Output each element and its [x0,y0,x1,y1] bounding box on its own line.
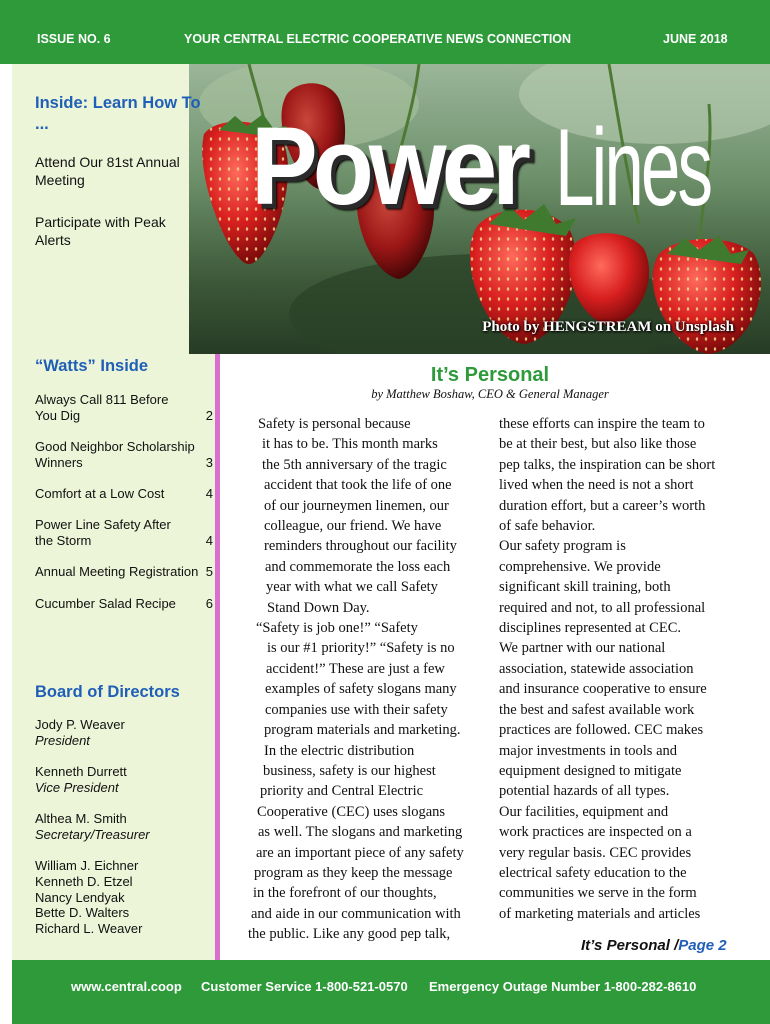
article-line: work practices are inspected on a [499,824,692,841]
article-line: Cooperative (CEC) uses slogans [257,803,446,820]
article-line: year with what we call Safety [266,579,438,596]
officer-name: Kenneth Durrett [35,764,127,779]
article-column-1 [248,414,486,945]
outage-phone: Emergency Outage Number 1-800-282-8610 [429,979,697,994]
officer-name: Althea M. Smith [35,811,127,826]
article-line: electrical safety education to the [499,864,687,881]
article-line: duration effort, but a career’s worth [499,497,706,514]
article-byline: by Matthew Boshaw, CEO & General Manager [371,387,609,401]
article-line: accident!” These are just a few [266,660,445,677]
customer-service-phone: Customer Service 1-800-521-0570 [201,979,408,994]
article-line: the 5th anniversary of the tragic [262,456,447,473]
footer-bar [12,960,770,1024]
article-line: pep talks, the inspiration can be short [499,456,716,473]
issue-number: ISSUE NO. 6 [37,32,111,46]
article-line: are an important piece of any safety [256,844,464,861]
masthead-lines-wordmark: Lines [555,107,711,230]
article-line: communities we serve in the form [499,885,697,902]
officer-role: Vice President [35,780,119,796]
toc-item [35,564,215,580]
article-line: We partner with our national [499,640,666,657]
continued-page-link[interactable]: Page 2 [678,937,727,954]
toc-item-page: 4 [205,533,213,549]
article-line: lived when the need is not a short [499,477,694,494]
toc-item-page: 5 [205,564,213,579]
board-member: Bette D. Walters [35,905,130,920]
toc-item-title: Good Neighbor Scholarship Winners [35,439,195,471]
article-line: companies use with their safety [265,701,448,718]
masthead-power-wordmark: Power [251,105,527,229]
toc-item [35,439,215,472]
inside-heading: Inside: Learn How To ... [35,94,201,133]
watts-inside-heading: “Watts” Inside [35,357,149,375]
article-line: the public. Like any good pep talk, [248,926,451,943]
continued-text: It’s Personal / [581,937,679,954]
article-line: is our #1 priority!” “Safety is no [267,640,455,657]
article-line: practices are followed. CEC makes [499,722,704,739]
board-member: Nancy Lendyak [35,890,125,905]
article-line: be at their best, but also like those [499,436,697,453]
issue-date: JUNE 2018 [663,32,728,46]
article-line: Our facilities, equipment and [499,803,669,820]
article-line: and insurance cooperative to ensure [499,681,707,698]
board-officer [35,717,125,750]
article-line: potential hazards of all types. [499,783,670,800]
article-line: major investments in tools and [499,742,678,759]
article-line: disciplines represented at CEC. [499,620,682,637]
board-member: Richard L. Weaver [35,921,143,936]
toc-item-page: 3 [205,455,213,471]
article-line: program materials and marketing. [264,722,461,739]
masthead-photo [189,64,770,354]
header-bar [0,0,770,64]
article-line: the best and safest available work [499,701,695,718]
board-heading: Board of Directors [35,683,180,701]
toc-item [35,486,215,502]
toc-item-title: Power Line Safety After the Storm [35,517,171,549]
article-line: colleague, our friend. We have [264,518,442,535]
website-link[interactable]: www.central.coop [71,979,182,994]
article-line: very regular basis. CEC provides [499,844,692,861]
article-line: program as they keep the message [254,864,453,881]
article-line: association, statewide association [499,660,694,677]
inside-item: Participate with Peak Alerts [35,214,166,248]
toc-item [35,596,215,612]
article-line: accident that took the life of one [264,477,452,494]
officer-role: President [35,733,90,749]
article-line: and commemorate the loss each [265,558,451,575]
article-line: of our journeymen linemen, our [264,497,449,514]
article-line: required and not, to all professional [499,599,706,616]
article-line: In the electric distribution [264,742,415,759]
toc-item [35,392,215,425]
article-line: significant skill training, both [499,579,671,596]
toc-item [35,517,215,550]
toc-item-page: 6 [205,596,213,611]
officer-role: Secretary/Treasurer [35,827,150,843]
article-line: comprehensive. We provide [499,558,661,575]
article-line: these efforts can inspire the team to [499,416,705,432]
board-member: Kenneth D. Etzel [35,874,133,889]
article-line: equipment designed to mitigate [499,762,682,779]
article-line: priority and Central Electric [260,783,424,800]
toc-item-page: 2 [205,408,213,424]
header-tagline: YOUR CENTRAL ELECTRIC COOPERATIVE NEWS CONNECTION [184,32,572,46]
article-column-2 [499,414,739,924]
board-officer [35,764,127,797]
board-member: William J. Eichner [35,858,139,873]
article-line: Stand Down Day. [267,599,370,616]
toc-item-title: Always Call 811 Before You Dig [35,392,169,424]
continued-line [581,937,727,954]
article-line: examples of safety slogans many [265,681,457,698]
article-line: reminders throughout our facility [264,538,457,555]
article-line: of safe behavior. [499,518,596,535]
article-title: It’s Personal [430,364,550,386]
board-officer [35,811,150,844]
article-line: business, safety is our highest [263,762,436,779]
toc-item-title: Comfort at a Low Cost [35,486,165,501]
article-line: of marketing materials and articles [499,905,701,922]
officer-name: Jody P. Weaver [35,717,125,732]
article-line: Our safety program is [499,538,626,555]
toc-item-title: Annual Meeting Registration [35,564,199,579]
article-line: in the forefront of our thoughts, [253,885,437,902]
article-line: Safety is personal because [258,416,411,432]
article-line: it has to be. This month marks [262,436,438,453]
photo-credit: Photo by HENGSTREAM on Unsplash [482,319,734,335]
article-line: “Safety is job one!” “Safety [256,620,418,637]
article-line: and aide in our communication with [251,905,461,922]
inside-item: Attend Our 81st Annual Meeting [35,154,180,188]
toc-item-title: Cucumber Salad Recipe [35,596,176,611]
article-line: as well. The slogans and marketing [258,824,463,841]
toc-item-page: 4 [205,486,213,501]
